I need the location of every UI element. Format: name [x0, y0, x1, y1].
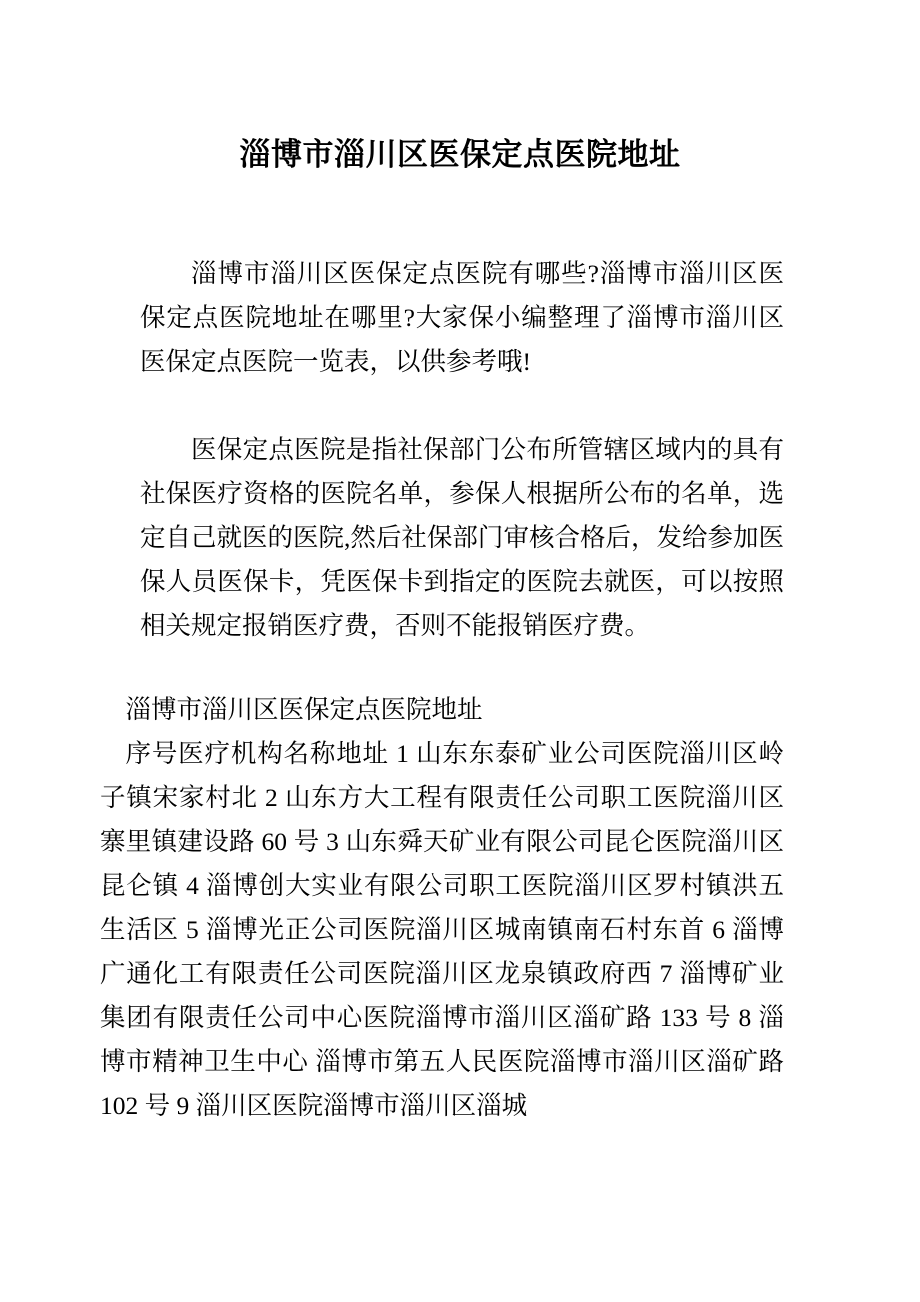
page-title: 淄博市淄川区医保定点医院地址	[239, 136, 681, 172]
definition-paragraph: 医保定点医院是指社保部门公布所管辖区域内的具有社保医疗资格的医院名单，参保人根据所公布的名单，选定自己就医的医院,然后社保部门审核合格后，发给参加医保人员医保卡，凭医保卡到指定的医院去就医，可以按照相关规定报销医疗费，否则不能报销医疗费。	[140, 435, 784, 640]
body-text-block	[140, 252, 784, 648]
hospital-list-text: 序号医疗机构名称地址 1 山东东泰矿业公司医院淄川区岭子镇宋家村北 2 山东方大工程有限责任公司职工医院淄川区寨里镇建设路 60 号 3 山东舜天矿业有限公司昆仑医院淄川区昆仑镇 4 淄博创大实业有限公司职工医院淄川区罗村镇洪五生活区 5 淄博光正公司医院淄川区城南镇南石村东首 6 淄博广通化工有限责任公司医院淄川区龙泉镇政府西 7 淄博矿业集团有限责任公司中心医院淄博市淄川区淄矿路 133 号 8 淄博市精神卫生中心 淄博市第五人民医院淄博市淄川区淄矿路 102 号 9 淄川区医院淄博市淄川区淄城	[100, 739, 784, 1120]
section-subheading: 淄博市淄川区医保定点医院地址	[125, 695, 483, 724]
intro-paragraph: 淄博市淄川区医保定点医院有哪些?淄博市淄川区医保定点医院地址在哪里?大家保小编整理了淄博市淄川区医保定点医院一览表，以供参考哦!	[140, 259, 784, 376]
hospital-list-block	[100, 688, 784, 1128]
